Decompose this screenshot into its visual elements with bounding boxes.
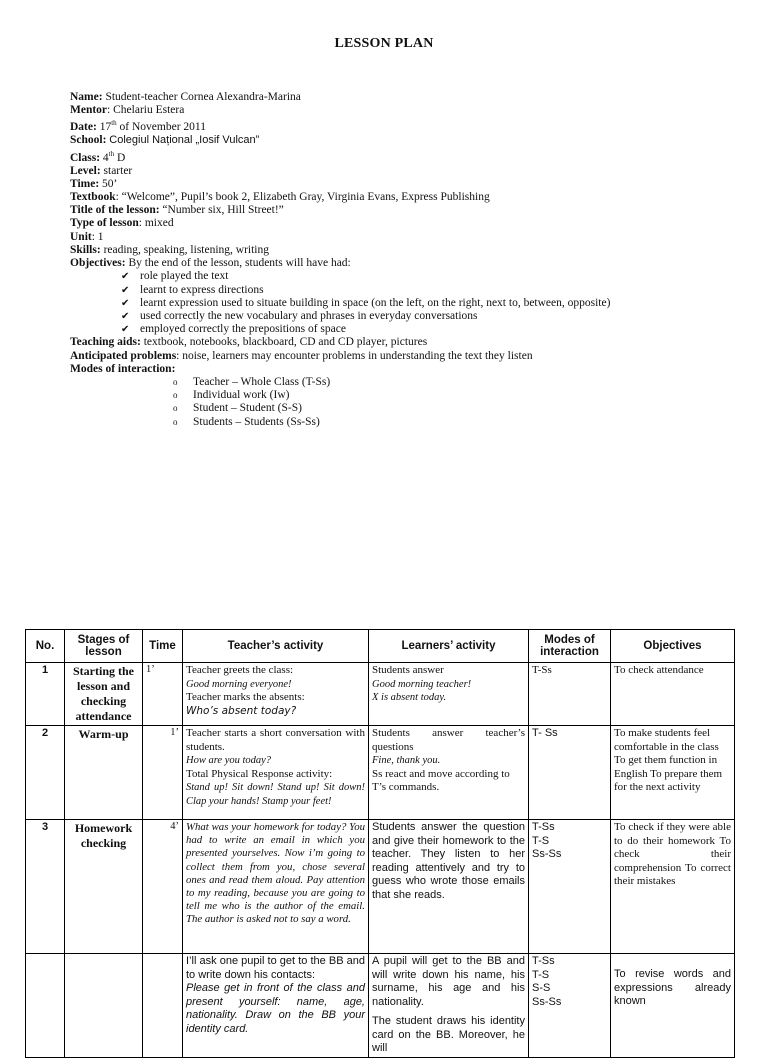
objective-item: ✔ used correctly the new vocabulary and phrases in everyday conversations — [121, 309, 478, 322]
school-row: School: Colegiul Național „Iosif Vulcan” — [70, 134, 260, 147]
circle-bullet-icon: o — [173, 416, 178, 427]
table-row: 1 Starting the lesson and checking attendance 1’ Teacher greets the class: Good morning everyone! Teacher marks the absents: Who’s absent today? Students answer Good morning teacher! X is absent today. T-Ss To check attendance — [26, 663, 735, 726]
header-stages: Stages of lesson — [65, 630, 143, 663]
modes-list — [70, 376, 750, 429]
mode-item: o Students – Students (Ss-Ss) — [173, 415, 320, 428]
level-row: Level: starter — [70, 164, 133, 177]
mode-item: o Student – Student (S-S) — [173, 402, 302, 415]
checkmark-icon: ✔ — [121, 284, 130, 296]
table-row: I’ll ask one pupil to get to the BB and to write down his contacts: Please get in front of the class and present yourself: name, age, nationality. Draw on the BB your identity card. A pupil will get to the BB and will write down his name, his surname, his age and his nationality. The student draws his identity card on the BB. Moreover, he will T-Ss T-S S-S Ss-Ss To revise words and expressions already known — [26, 954, 735, 1058]
problems-row: Anticipated problems: noise, learners may encounter problems in understanding the text they listen — [70, 349, 533, 362]
lesson-plan-table — [25, 629, 735, 1058]
type-row: Type of lesson: mixed — [70, 217, 174, 230]
name-row: Name: Student-teacher Cornea Alexandra-Marina — [70, 91, 301, 103]
checkmark-icon: ✔ — [121, 310, 130, 322]
header-learners-activity: Learners’ activity — [369, 630, 529, 663]
objectives-row: Objectives: By the end of the lesson, students will have had: — [70, 257, 351, 270]
circle-bullet-icon: o — [173, 376, 178, 387]
objective-item: ✔ learnt to express directions — [121, 283, 264, 296]
objective-item: ✔ role played the text — [121, 270, 229, 283]
circle-bullet-icon: o — [173, 390, 178, 401]
unit-row: Unit: 1 — [70, 230, 104, 243]
modes-row: Modes of interaction: — [70, 362, 176, 375]
skills-row: Skills: reading, speaking, listening, writing — [70, 243, 270, 256]
header-teacher-activity: Teacher’s activity — [183, 630, 369, 663]
objective-item: ✔ learnt expression used to situate building in space (on the left, on the right, next to, between, opposite) — [121, 296, 611, 309]
document-title: LESSON PLAN — [334, 36, 434, 51]
lesson-title-row: Title of the lesson: “Number six, Hill Street!” — [70, 204, 284, 217]
mentor-row: Mentor: Chelariu Estera — [70, 104, 185, 117]
class-row: Class: 4th D — [70, 149, 126, 164]
circle-bullet-icon: o — [173, 403, 178, 414]
table-row: 2 Warm-up 1’ Teacher starts a short conversation with students. How are you today? Total Physical Response activity: Stand up! Sit down! Stand up! Sit down! Clap your hands! Stamp your feet! Students answer teacher’s questions Fine, thank you. Ss react and move according to T’s commands. T- Ss To make students feel comfortable in the class To get them function in English To prepare them for the next activity — [26, 726, 735, 820]
mode-item: o Teacher – Whole Class (T-Ss) — [173, 375, 331, 388]
textbook-row: Textbook: “Welcome”, Pupil’s book 2, Elizabeth Gray, Virginia Evans, Express Publishing — [70, 191, 490, 204]
mode-item: o Individual work (Iw) — [173, 389, 290, 402]
table-row: 3 Homework checking 4’ What was your homework for today? You had to write an email in which you presented yourselves. Now i’m going to collect them from you, chose several ones and read them aloud. Pay attention to my reading, because you are going to tell me who is the author of the email. The author is asked not to say a word. Students answer the question and give their homework to the teacher. They listen to her reading attentively and try to guess who wrote those emails that she reads. T-Ss T-S Ss-Ss To check if they were able to do their homework To check their comprehension To correct their mistakes — [26, 820, 735, 954]
objectives-list — [70, 270, 750, 336]
objective-item: ✔ employed correctly the prepositions of space — [121, 323, 346, 336]
checkmark-icon: ✔ — [121, 297, 130, 309]
header-no: No. — [26, 630, 65, 663]
aids-row: Teaching aids: textbook, notebooks, blackboard, CD and CD player, pictures — [70, 336, 428, 349]
date-row: Date: 17th of November 2011 — [70, 119, 206, 134]
header-modes: Modes of interaction — [529, 630, 611, 663]
lesson-info — [70, 91, 750, 429]
time-row: Time: 50’ — [70, 177, 118, 190]
header-time: Time — [143, 630, 183, 663]
header-objectives: Objectives — [611, 630, 735, 663]
table-header-row — [26, 630, 735, 663]
checkmark-icon: ✔ — [121, 271, 130, 283]
checkmark-icon: ✔ — [121, 324, 130, 336]
